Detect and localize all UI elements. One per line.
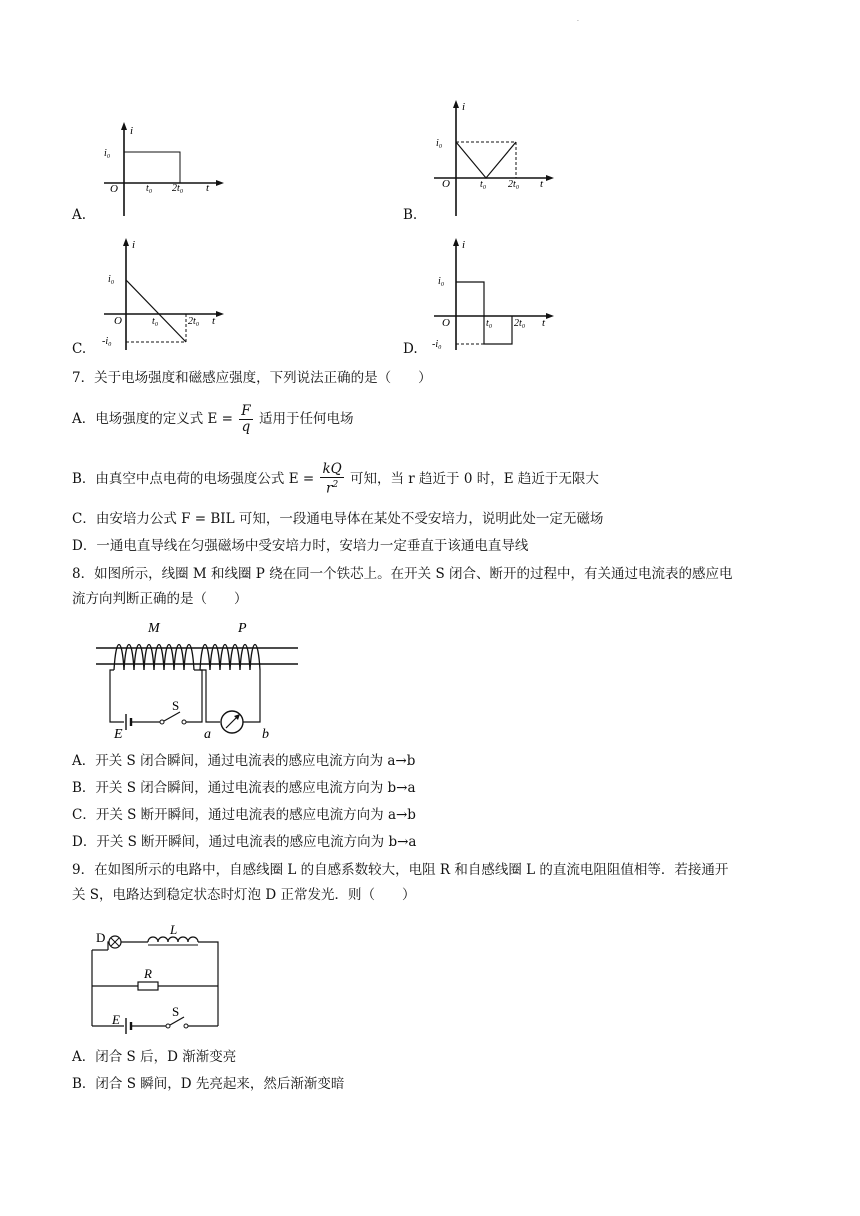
graph-b-curve bbox=[456, 142, 516, 178]
q8-label-e: E bbox=[114, 727, 123, 742]
graph-a-origin: O bbox=[110, 183, 118, 195]
graph-c-neg-i0: -i₀ bbox=[102, 336, 112, 347]
q8-switch-blade bbox=[164, 712, 180, 721]
q8-label-m: M bbox=[148, 621, 160, 636]
graph-a-i-label: i bbox=[130, 125, 134, 137]
graph-d-2t0: 2t₀ bbox=[514, 318, 526, 329]
q7-stem: 7．关于电场强度和磁感应强度，下列说法正确的是（ ） bbox=[72, 370, 432, 386]
graph-d-t-label: t bbox=[542, 317, 546, 329]
q8-label-b: b bbox=[262, 727, 269, 742]
graph-b-i-label: i bbox=[462, 101, 466, 113]
q7-b-den-exp: 2 bbox=[332, 480, 339, 490]
q7-option-b bbox=[72, 462, 599, 497]
q9-label-d: D bbox=[96, 930, 106, 945]
q7-b-prefix: B．由真空中点电荷的电场强度公式 E = bbox=[72, 470, 315, 487]
graph-c-curve bbox=[126, 280, 186, 342]
graph-d-curve bbox=[456, 282, 512, 344]
graph-c-t-label: t bbox=[212, 315, 216, 327]
q9-label-e: E bbox=[112, 1012, 120, 1027]
q7-option-c: C．由安培力公式 F = BIL 可知，一段通电导体在某处不受安培力，说明此处一定无磁场 bbox=[72, 511, 604, 527]
graph-d bbox=[430, 236, 560, 354]
q8-label-p: P bbox=[238, 621, 247, 636]
q8-label-s: S bbox=[172, 698, 180, 713]
q7-b-numerator: kQ bbox=[322, 461, 342, 477]
graph-a bbox=[100, 120, 230, 220]
graph-a-curve bbox=[124, 152, 180, 183]
graph-c-i0: i₀ bbox=[108, 274, 115, 285]
q9-switch-pivot bbox=[166, 1024, 170, 1028]
graph-b-2t0: 2t₀ bbox=[508, 179, 520, 190]
q9-circuit-figure bbox=[88, 920, 238, 1032]
graph-c-t0: t₀ bbox=[152, 316, 159, 327]
graph-d-i0: i₀ bbox=[438, 276, 445, 287]
graph-d-i-label: i bbox=[462, 239, 466, 251]
graph-b-t-label: t bbox=[540, 178, 544, 190]
q7-a-prefix: A．电场强度的定义式 E = bbox=[72, 411, 233, 427]
graph-c-2t0: 2t₀ bbox=[188, 316, 200, 327]
q8-label-a: a bbox=[204, 727, 211, 742]
q7-a-numerator: F bbox=[241, 403, 251, 419]
graph-a-2t0: 2t₀ bbox=[172, 183, 184, 194]
header-dot: . bbox=[577, 16, 579, 23]
q9-label-l: L bbox=[170, 922, 178, 937]
q8-option-c: C．开关 S 断开瞬间，通过电流表的感应电流方向为 a→b bbox=[72, 807, 416, 823]
q8-option-a: A．开关 S 闭合瞬间，通过电流表的感应电流方向为 a→b bbox=[72, 753, 416, 769]
q9-stem-line1: 9．在如图所示的电路中，自感线圈 L 的自感系数较大，电阻 R 和自感线圈 L 的直流电阻阻值相等．若接通开 bbox=[72, 862, 729, 878]
option-a-label: A. bbox=[72, 207, 87, 223]
q8-stem-line2: 流方向判断正确的是（ ） bbox=[72, 591, 248, 607]
graph-a-i0: i₀ bbox=[104, 148, 111, 159]
q7-b-fraction bbox=[320, 462, 343, 497]
q7-b-den-base: r bbox=[325, 480, 333, 497]
option-b-label: B. bbox=[403, 207, 418, 223]
graph-c bbox=[100, 236, 230, 354]
q8-switch-pivot bbox=[160, 720, 164, 724]
graph-a-t0: t₀ bbox=[146, 183, 153, 194]
graph-d-origin: O bbox=[442, 317, 450, 329]
q8-stem-line1: 8．如图所示，线圈 M 和线圈 P 绕在同一个铁芯上。在开关 S 闭合、断开的过程中，有关通过电流表的感应电 bbox=[72, 566, 733, 582]
q7-option-d: D．一通电直导线在匀强磁场中受安培力时，安培力一定垂直于该通电直导线 bbox=[72, 538, 529, 554]
q7-a-suffix: 适用于任何电场 bbox=[258, 411, 354, 427]
graph-b-i0: i₀ bbox=[436, 138, 443, 149]
q7-b-denominator bbox=[320, 478, 343, 497]
q9-inductor bbox=[148, 937, 198, 942]
q8-option-b: B．开关 S 闭合瞬间，通过电流表的感应电流方向为 b→a bbox=[72, 780, 416, 796]
q9-label-s: S bbox=[172, 1004, 180, 1019]
graph-b-origin: O bbox=[442, 178, 450, 190]
q9-option-a: A．闭合 S 后，D 渐渐变亮 bbox=[72, 1049, 237, 1065]
graph-b bbox=[430, 98, 560, 218]
graph-c-origin: O bbox=[114, 315, 122, 327]
option-c-label: C. bbox=[72, 341, 87, 357]
q8-option-d: D．开关 S 断开瞬间，通过电流表的感应电流方向为 b→a bbox=[72, 834, 417, 850]
q7-option-a bbox=[72, 404, 353, 435]
option-d-label: D. bbox=[403, 341, 418, 357]
graph-b-t0: t₀ bbox=[480, 179, 487, 190]
graph-d-t0: t₀ bbox=[486, 318, 493, 329]
graph-c-i-label: i bbox=[132, 239, 136, 251]
q7-b-suffix: 可知，当 r 趋近于 0 时，E 趋近于无限大 bbox=[350, 470, 599, 487]
graph-a-t-label: t bbox=[206, 182, 210, 194]
q9-label-r: R bbox=[144, 966, 152, 981]
q7-a-fraction bbox=[239, 404, 252, 435]
q8-coil-figure bbox=[92, 618, 302, 742]
q9-resistor bbox=[138, 982, 158, 990]
graph-d-neg-i0: -i₀ bbox=[432, 339, 442, 350]
q7-a-denominator: q bbox=[241, 419, 251, 435]
q9-option-b: B．闭合 S 瞬间，D 先亮起来，然后渐渐变暗 bbox=[72, 1076, 345, 1092]
q9-stem-line2: 关 S，电路达到稳定状态时灯泡 D 正常发光．则（ ） bbox=[72, 887, 416, 903]
